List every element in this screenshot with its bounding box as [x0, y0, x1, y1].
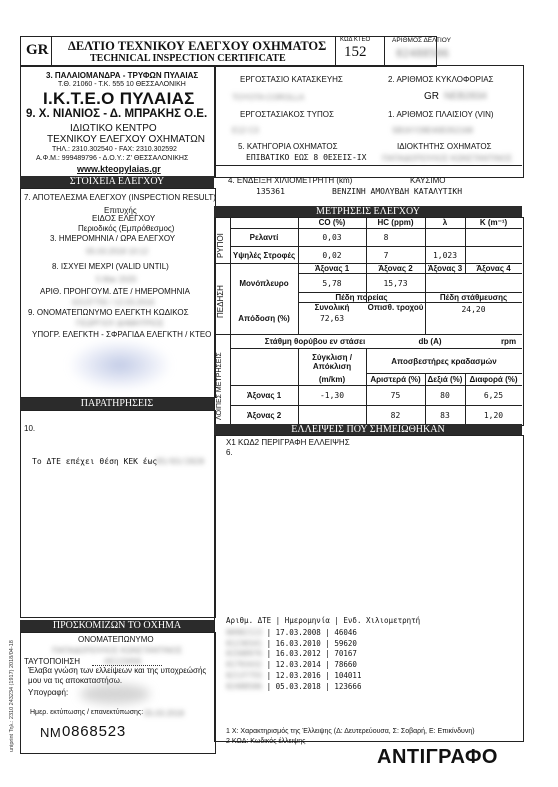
- hc-header: HC (ppm): [377, 218, 414, 227]
- left-label: Αριστερά (%): [370, 375, 421, 384]
- copy-stamp: ΑΝΤΙΓΡΑΦΟ: [377, 746, 498, 768]
- center-type1: ΙΔΙΩΤΙΚΟ ΚΕΝΤΡΟ: [70, 123, 157, 134]
- serial-number: 0868523: [62, 723, 126, 740]
- efficiency-total: 72,63: [319, 313, 345, 323]
- odometer-label: 4. ΕΝΔΕΙΞΗ ΧΙΛΙΟΜΕΤΡΗΤΗ (km): [228, 176, 353, 185]
- center-owner: 9. Χ. ΝΙΑΝΙΟΣ - Δ. ΜΠΡΑΚΗΣ Ο.Ε.: [26, 108, 208, 120]
- presenter-name-label: ΟΝΟΜΑΤΕΠΩΝΥΜΟ: [78, 635, 154, 644]
- axle1-left: 75: [390, 391, 401, 400]
- control-section-title: ΣΤΟΙΧΕΙΑ ΕΛΕΓΧΟΥ: [20, 176, 214, 188]
- presenter-id-label: ΤΑΥΤΟΠΟΙΗΣΗ: [24, 657, 81, 666]
- center-website[interactable]: www.kteopylaias.gr: [77, 164, 161, 174]
- history-separator: |: [262, 628, 276, 637]
- plate-label: 2. ΑΡΙΘΜΟΣ ΚΥΚΛΟΦΟΡΙΑΣ: [388, 75, 494, 84]
- center-phones: ΤΗΛ.: 2310.302540 - FAX: 2310.302592: [52, 146, 177, 153]
- history-separator: |: [320, 649, 335, 659]
- owner-label: ΙΔΙΟΚΤΗΤΗΣ ΟΧΗΜΑΤΟΣ: [397, 142, 492, 151]
- rear-wheel-label: Οπισθ. τροχού: [367, 303, 424, 312]
- history-separator: |: [262, 649, 276, 659]
- toe-unit: (m/km): [318, 375, 346, 384]
- diff-label: Διαφορά (%): [469, 375, 518, 384]
- vin-label: 1. ΑΡΙΘΜΟΣ ΠΛΑΙΣΙΟΥ (VIN): [388, 110, 494, 119]
- high-lambda: 1,023: [432, 250, 458, 260]
- defects-box: [214, 435, 524, 742]
- footnote-2: 2 ΚΩΔ: Κωδικός έλλειψης: [226, 738, 306, 745]
- presenter-name-value: ΠΑΠΑΔΟΠΟΥΛΟΣ ΚΩΝΣΤΑΝΤΙΝΟΣ: [52, 646, 183, 655]
- axle3-header: Άξονας 3: [427, 263, 463, 273]
- remarks-text: Το ΔΤΕ επέχει θέση ΚΕΚ έως: [32, 457, 158, 466]
- serial-prefix: NM: [40, 725, 62, 740]
- axle2-right: 83: [440, 410, 450, 420]
- remarks-section-title: ΠΑΡΑΤΗΡΗΣΕΙΣ: [20, 398, 214, 410]
- history-odometer: 123666: [334, 681, 362, 691]
- other-axle2-label: Άξονας 2: [246, 410, 282, 420]
- category-value: ΕΠΙΒΑΤΙΚΟ ΕΩΣ 8 ΘΕΣΕΙΣ-ΙΧ: [246, 153, 367, 162]
- measurements-section-title: ΜΕΤΡΗΣΕΙΣ ΕΛΕΓΧΟΥ: [214, 206, 522, 217]
- defects-number: 6.: [226, 448, 233, 457]
- defects-section-title: ΕΛΛΕΙΨΕΙΣ ΠΟΥ ΣΗΜΕΙΩΘΗΚΑΝ: [214, 424, 522, 435]
- certificate-number-value: 02488506: [396, 47, 449, 60]
- printer-side-text: uniprint Τηλ.: 2310 243234 (1917) 2018/04-18: [9, 640, 15, 752]
- history-odometer: 59620: [334, 638, 357, 648]
- high-co: 0,02: [322, 250, 342, 260]
- center-type2: ΤΕΧΝΙΚΟΥ ΕΛΕΓΧΟΥ ΟΧΗΜΑΤΩΝ: [47, 134, 206, 145]
- axle1-diff: 6,25: [483, 391, 504, 400]
- toe-label: Σύγκλιση / Απόκλιση: [312, 353, 352, 371]
- print-date-label: Ημερ. εκτύπωσης / επανεκτύπωσης:: [30, 709, 144, 716]
- fuel-value: ΒΕΝΖΙΝΗ ΑΜΟΛΥΒΔΗ ΚΑΤΑΛΥΤΙΚΗ: [332, 187, 463, 196]
- inspector-label: 9. ΟΝΟΜΑΤΕΠΩΝΥΜΟ ΕΛΕΓΚΤΗ ΚΩΔΙΚΟΣ: [28, 308, 189, 317]
- axle2-diff: 1,20: [483, 410, 504, 420]
- history-separator: |: [262, 638, 276, 648]
- center-address-line1: 3. ΠΑΛΑΙΟΜΑΝΔΡΑ - ΤΡΥΦΩΝ ΠΥΛΑΙΑΣ: [46, 71, 199, 80]
- owner-value: ΠΑΠΑΔΟΠΟΥΛΟΣ ΚΩΝΣΤΑΝΤΙΝΟΣ: [382, 154, 513, 163]
- center-name: Ι.Κ.Τ.Ε.Ο ΠΥΛΑΙΑΣ: [43, 89, 195, 108]
- date-label: 3. ΗΜΕΡΟΜΗΝΙΑ / ΩΡΑ ΕΛΕΓΧΟΥ: [50, 234, 176, 243]
- history-certificate-number: 01236541: [226, 638, 263, 648]
- defects-header: Χ1 ΚΩΔ2 ΠΕΡΙΓΡΑΦΗ ΕΛΛΕΙΨΗΣ: [226, 438, 350, 447]
- footnote-1: 1 Χ: Χαρακτηρισμός της Έλλειψης (Δ: Δευτερεύουσα, Σ: Σοβαρή, Ε: Επικίνδυνη): [226, 728, 475, 735]
- history-separator: |: [320, 670, 335, 680]
- high-rpm-label: Υψηλές Στροφές: [232, 250, 296, 260]
- presenter-signature-blur: [80, 684, 150, 704]
- shock-absorbers-label: Αποσβεστήρες κραδασμών: [391, 356, 497, 366]
- history-date: 16.03.2010: [275, 638, 321, 648]
- history-odometer: 46046: [334, 628, 357, 637]
- axle1-toe: -1,30: [319, 391, 345, 400]
- history-date: 17.03.2008: [275, 628, 321, 637]
- previous-certificate-label: ΑΡΙΘ. ΠΡΟΗΓΟΥΜ. ΔΤΕ / ΗΜΕΡΟΜΗΝΙΑ: [40, 287, 190, 296]
- plate-prefix: GR: [424, 91, 439, 102]
- country-code: GR: [26, 42, 49, 58]
- single-side-axle1: 5,78: [322, 278, 342, 288]
- efficiency-parking: 24,20: [461, 304, 486, 314]
- remarks-box: [20, 410, 216, 618]
- high-hc: 7: [383, 250, 389, 260]
- parking-brake-label: Πέδη στάθμευσης: [439, 292, 508, 302]
- k-header: K (m⁻¹): [479, 218, 508, 227]
- idle-co: 0,03: [322, 233, 342, 242]
- manufacturer-label: ΕΡΓΟΣΤΑΣΙΟ ΚΑΤΑΣΚΕΥΗΣ: [240, 75, 343, 84]
- history-separator: |: [320, 628, 335, 637]
- stamp-blur: [70, 340, 170, 390]
- pedisi-label: ΠΕΔΗΣΗ: [216, 285, 225, 318]
- history-row: [226, 671, 361, 680]
- odometer-value: 135361: [256, 187, 285, 196]
- title-english: TECHNICAL INSPECTION CERTIFICATE: [90, 53, 286, 64]
- presenter-signature-label: Υπογραφή:: [28, 688, 69, 697]
- kind-value: Περιοδικός (Εμπρόθεσμος): [78, 224, 175, 233]
- noise-label: Στάθμη θορύβου εν στάσει: [264, 337, 366, 346]
- lambda-header: λ: [442, 218, 448, 227]
- history-separator: |: [320, 660, 335, 670]
- right-label: Δεξιά (%): [427, 375, 463, 384]
- plate-value: ΝΕΒ2834: [444, 91, 487, 102]
- history-certificate-number: 01508976: [226, 649, 263, 659]
- vehicle-divider: [214, 165, 522, 166]
- other-axle1-label: Άξονας 1: [246, 391, 282, 400]
- inspector-value: ΓΕΩΡΓΙΟΥ ΔΗΜΗΤΡΙΟΣ: [76, 319, 164, 328]
- history-separator: |: [262, 670, 276, 680]
- history-date: 16.03.2012: [275, 649, 321, 659]
- history-separator: |: [262, 681, 276, 691]
- history-row: [226, 649, 357, 658]
- rypoi-label: ΡΥΠΟΙ: [216, 233, 225, 258]
- axle2-header: Άξονας 2: [378, 263, 413, 273]
- history-odometer: 104011: [334, 670, 362, 680]
- remarks-number: 10.: [24, 424, 36, 433]
- presenter-section-title: ΠΡΟΣΚΟΜΙΖΩΝ ΤΟ ΟΧΗΜΑ: [20, 620, 214, 632]
- db-label: db (A): [418, 337, 442, 346]
- signature-label: ΥΠΟΓΡ. ΕΛΕΓΚΤΗ - ΣΦΡΑΓΙΔΑ ΕΛΕΓΚΤΗ / ΚΤΕΟ: [32, 330, 212, 339]
- history-header: Αριθμ. ΔΤΕ | Ημερομηνία | Ενδ. Χιλιομετρητή: [226, 616, 421, 625]
- result-value: Επιτυχής: [104, 206, 137, 215]
- certificate-number-label: ΑΡΙΘΜΟΣ ΔΕΛΤΙΟΥ: [392, 37, 451, 44]
- manufacturer-value: TOYOTA COROLLA: [232, 93, 305, 102]
- kteo-code-value: 152: [344, 44, 367, 60]
- history-separator: |: [320, 681, 335, 691]
- title-greek: ΔΕΛΤΙΟ ΤΕΧΝΙΚΟΥ ΕΛΕΓΧΟΥ ΟΧΗΜΑΤΟΣ: [68, 39, 327, 53]
- history-separator: |: [320, 638, 335, 648]
- center-address-line2: Τ.Θ. 21060 - Τ.Κ. 555 10 ΘΕΣΣΑΛΟΝΙΚΗ: [58, 81, 186, 88]
- presenter-id-value: ΑΕ123456: [104, 657, 142, 666]
- category-label: 5. ΚΑΤΗΓΟΡΙΑ ΟΧΗΜΑΤΟΣ: [238, 142, 338, 151]
- axle4-header: Άξονας 4: [476, 263, 511, 273]
- factory-type-label: ΕΡΓΟΣΤΑΣΙΑΚΟΣ ΤΥΠΟΣ: [240, 110, 334, 119]
- axle2-left: 82: [390, 410, 401, 420]
- single-side-label: Μονόπλευρο: [239, 278, 289, 288]
- other-measurements-label: ΛΟΙΠΕΣ ΜΕΤΡΗΣΕΙΣ: [216, 352, 223, 420]
- efficiency-label: Απόδοση (%): [238, 314, 290, 323]
- valid-until-value: 5 Mar 2020: [96, 275, 137, 284]
- idle-label: Ρελαντί: [249, 233, 279, 242]
- date-value: 05.03.2018 10:12: [86, 247, 149, 256]
- history-row: [226, 660, 357, 669]
- kteo-code-label: ΚΩΔ ΚΤΕΟ: [340, 37, 371, 43]
- history-date: 05.03.2018: [275, 681, 321, 691]
- axle1-right: 80: [440, 391, 450, 400]
- history-row: [226, 639, 357, 648]
- axle1-header: Άξονας 1: [314, 263, 350, 273]
- single-side-axle2: 15,73: [383, 278, 408, 288]
- history-certificate-number: 02488506: [226, 681, 263, 691]
- valid-until-label: 8. ΙΣΧΥΕΙ ΜΕΧΡΙ (VALID UNTIL): [52, 262, 169, 271]
- previous-certificate-value: 02137755 / 12.03.2016: [72, 298, 155, 307]
- history-certificate-number: 00982113: [226, 628, 263, 637]
- history-row: [226, 682, 361, 691]
- history-row: [226, 628, 357, 637]
- history-separator: |: [262, 660, 276, 670]
- total-label: Συνολική: [314, 303, 350, 312]
- service-brake-label: Πέδη πορείας: [335, 292, 388, 302]
- print-date-value: 05.03.2018: [144, 709, 185, 718]
- history-odometer: 70167: [334, 649, 357, 659]
- factory-type-value: E12 C3: [232, 126, 259, 135]
- co-header: CO (%): [318, 218, 346, 227]
- history-date: 12.03.2016: [275, 670, 321, 680]
- history-odometer: 78660: [334, 660, 357, 670]
- history-certificate-number: 01793432: [226, 660, 263, 670]
- rpm-label: rpm: [500, 337, 517, 346]
- kind-label: ΕΙΔΟΣ ΕΛΕΓΧΟΥ: [92, 214, 156, 223]
- fuel-label: ΚΑΥΣΙΜΟ: [410, 176, 446, 185]
- idle-hc: 8: [383, 233, 389, 242]
- presenter-notice: Έλαβα γνώση των ελλείψεων και της υποχρεώσής μου να τις αποκαταστήσω.: [28, 666, 207, 685]
- history-certificate-number: 02137755: [226, 670, 263, 680]
- center-afm: Α.Φ.Μ.: 999489796 - Δ.Ο.Υ.: Ζ' ΘΕΣΣΑΛΟΝΙΚΗΣ: [36, 155, 189, 162]
- vin-value: SB1KY28E40E052168: [392, 126, 473, 135]
- history-date: 12.03.2014: [275, 660, 321, 670]
- remarks-text-date: 05/03/2020: [156, 457, 205, 466]
- result-label: 7. ΑΠΟΤΕΛΕΣΜΑ ΕΛΕΓΧΟΥ (INSPECTION RESULT): [24, 193, 216, 202]
